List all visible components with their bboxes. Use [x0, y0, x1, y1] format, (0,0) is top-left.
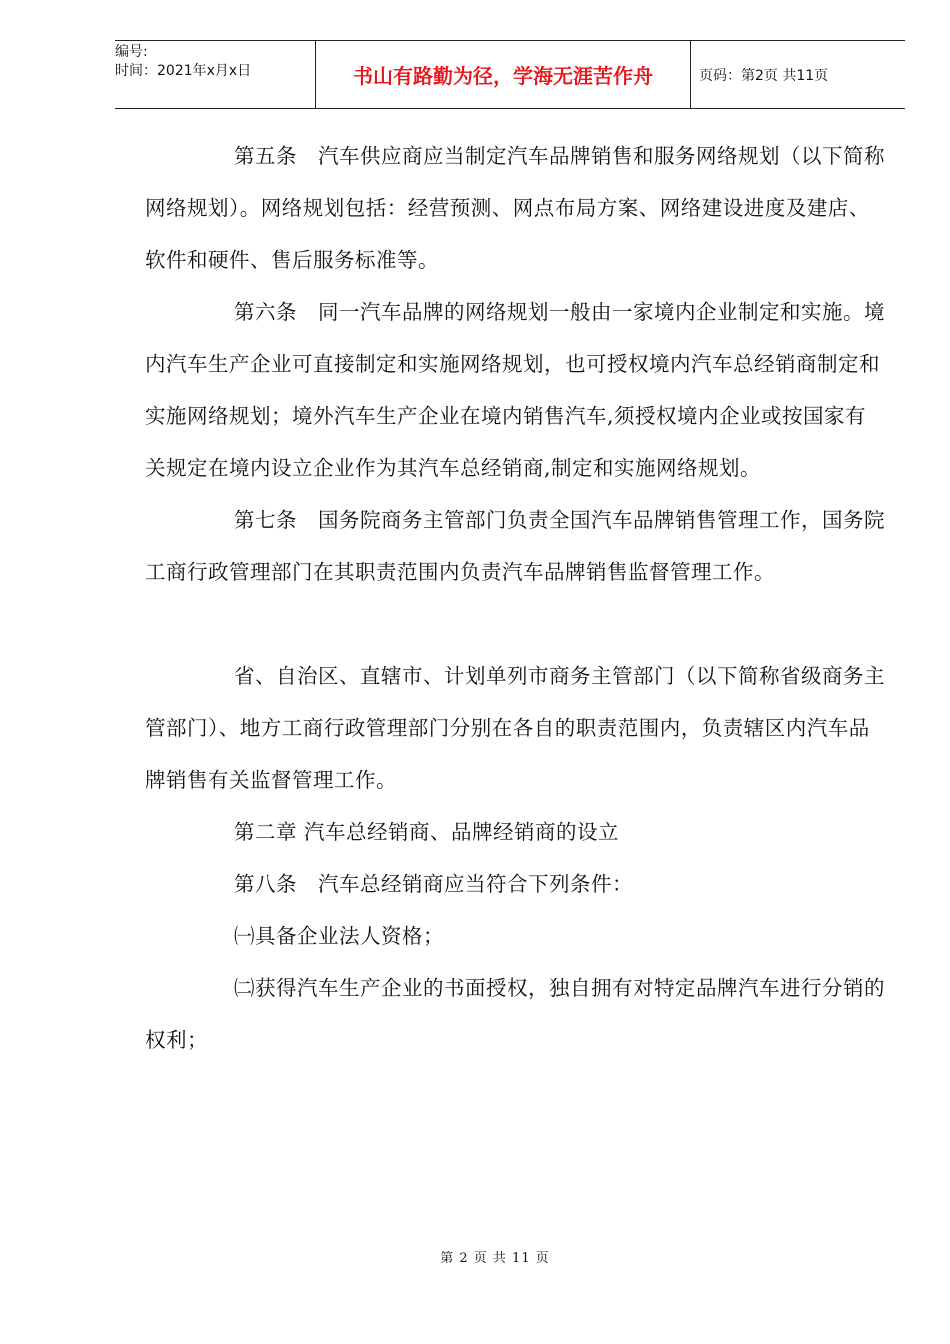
paragraph-article-8: 第八条 汽车总经销商应当符合下列条件： [234, 872, 633, 896]
list-item-1: ㈠具备企业法人资格； [234, 924, 444, 948]
paragraph-article-5: 第五条 汽车供应商应当制定汽车品牌销售和服务网络规划（以下简称网络规划）。网络规划包括：经营预测、网点布局方案、网络建设进度及建店、软件和硬件、售后服务标准等。 [145, 144, 885, 272]
paragraph-article-7: 第七条 国务院商务主管部门负责全国汽车品牌销售管理工作，国务院工商行政管理部门在其职责范围内负责汽车品牌销售监督管理工作。 [145, 508, 885, 584]
page-footer: 第 2 页 共 11 页 [440, 1251, 550, 1266]
paragraph-provincial: 省、自治区、直辖市、计划单列市商务主管部门（以下简称省级商务主管部门）、地方工商行政管理部门分别在各自的职责范围内，负责辖区内汽车品牌销售有关监督管理工作。 [145, 664, 885, 792]
document-time: 时间：2021年x月x日 [115, 63, 252, 79]
document-body [145, 130, 885, 1066]
paragraph-article-6: 第六条 同一汽车品牌的网络规划一般由一家境内企业制定和实施。境内汽车生产企业可直接制定和实施网络规划，也可授权境内汽车总经销商制定和实施网络规划；境外汽车生产企业在境内销售汽车,须授权境内企业或按国家有关规定在境内设立企业作为其汽车总经销商,制定和实施网络规划。 [145, 300, 885, 480]
header-meta [115, 41, 315, 110]
chapter-2-heading: 第二章 汽车总经销商、品牌经销商的设立 [234, 820, 620, 844]
page-header [115, 40, 905, 109]
list-item-2: ㈡获得汽车生产企业的书面授权，独自拥有对特定品牌汽车进行分销的权利； [145, 976, 885, 1052]
header-motto: 书山有路勤为径，学海无涯苦作舟 [315, 41, 691, 108]
header-page-info: 页码：第2页 共11页 [699, 67, 829, 84]
document-number-label: 编号: [115, 44, 148, 60]
